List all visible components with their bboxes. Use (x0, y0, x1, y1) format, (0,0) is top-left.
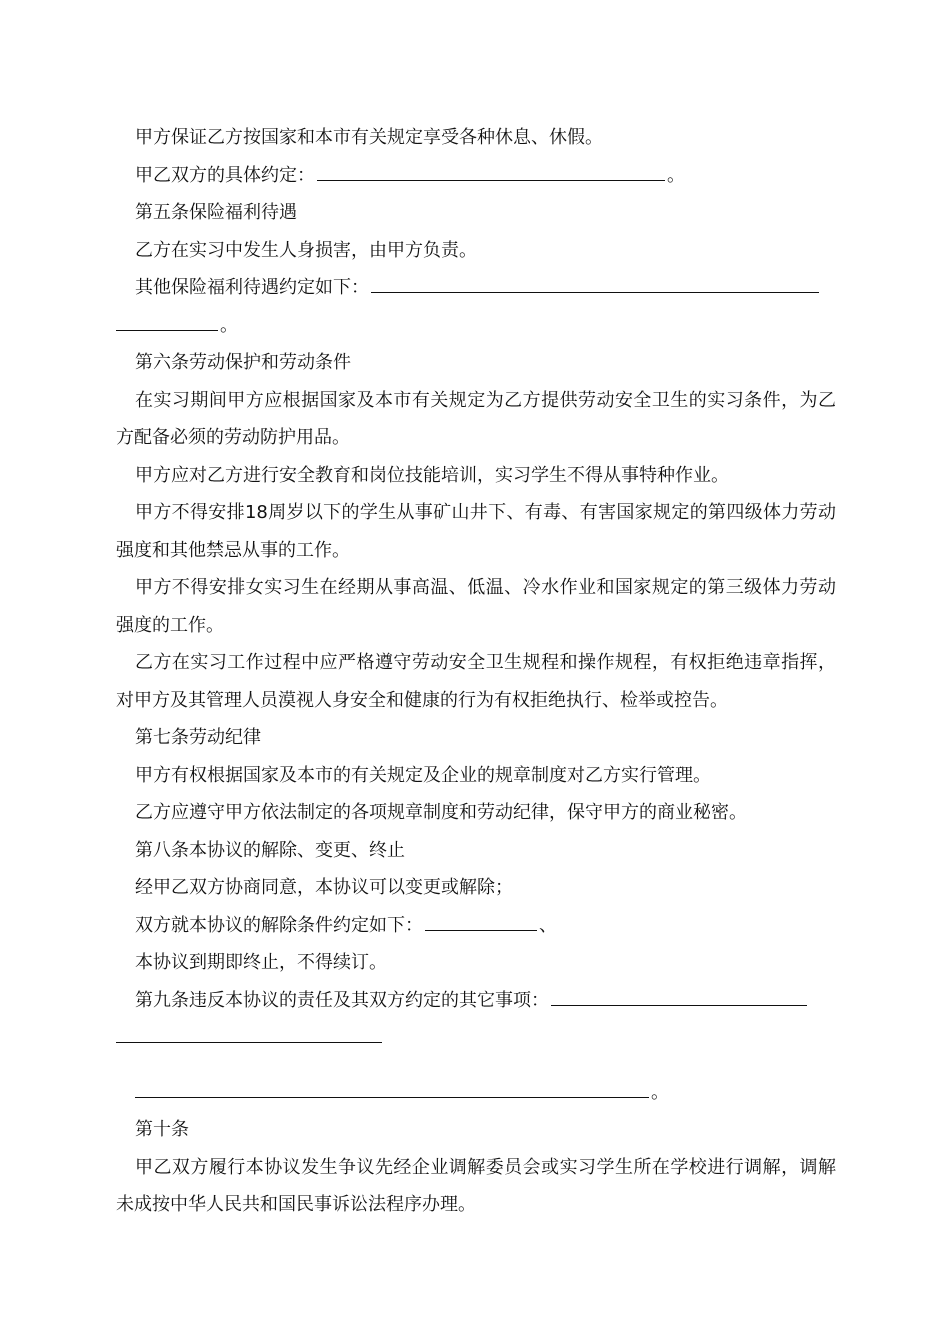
article-10-title: 第十条 (135, 1119, 189, 1140)
article-9-blank-line-3 (116, 1074, 836, 1112)
termination-conditions-blank[interactable] (425, 914, 537, 931)
article-6-clause-4: 甲方不得安排女实习生在经期从事高温、低温、冷水作业和国家规定的第三级体力劳动强度的工作。 (116, 577, 836, 636)
article-8-clause-1: 经甲乙双方协商同意，本协议可以变更或解除； (135, 877, 513, 898)
article-9-line (116, 982, 836, 1020)
article-9-blank[interactable] (551, 989, 807, 1006)
article-9-blank-continued[interactable] (116, 1026, 382, 1043)
contract-body (116, 119, 836, 1224)
article-8-clause-3: 本协议到期即终止，不得续订。 (135, 952, 387, 973)
article-8-title: 第八条本协议的解除、变更、终止 (135, 839, 405, 861)
specific-agreement-blank[interactable] (317, 164, 665, 181)
article-6-clause-2: 甲方应对乙方进行安全教育和岗位技能培训，实习学生不得从事特种作业。 (135, 464, 729, 486)
article-5-other-benefits-continuation (116, 307, 836, 345)
article-7-clause-2: 乙方应遵守甲方依法制定的各项规章制度和劳动纪律，保守甲方的商业秘密。 (135, 802, 747, 823)
other-benefits-end: 。 (220, 314, 238, 336)
specific-agreement-label: 甲乙双方的具体约定： (135, 164, 315, 186)
article-9-label: 第九条违反本协议的责任及其双方约定的其它事项： (135, 989, 549, 1011)
article-9-gap (116, 1057, 836, 1074)
article-6-clause-5: 乙方在实习工作过程中应严格遵守劳动安全卫生规程和操作规程，有权拒绝违章指挥，对甲方及其管理人员漠视人身安全和健康的行为有权拒绝执行、检举或控告。 (116, 652, 836, 711)
article-7-clause-1: 甲方有权根据国家及本市的有关规定及企业的规章制度对乙方实行管理。 (135, 764, 711, 786)
other-benefits-blank[interactable] (371, 276, 819, 293)
article-6-clause-1: 在实习期间甲方应根据国家及本市有关规定为乙方提供劳动安全卫生的实习条件，为乙方配备必须的劳动防护用品。 (116, 389, 836, 448)
article-5-title: 第五条保险福利待遇 (135, 202, 297, 223)
termination-conditions-label: 双方就本协议的解除条件约定如下： (135, 914, 423, 936)
article-8-clause-2-line (116, 907, 836, 945)
termination-conditions-end: 、 (539, 914, 557, 936)
article-6-title: 第六条劳动保护和劳动条件 (135, 352, 351, 373)
article-7-title: 第七条劳动纪律 (135, 727, 261, 748)
specific-agreement-line (116, 157, 836, 195)
article-5-other-benefits-line (116, 269, 836, 307)
specific-agreement-end: 。 (667, 164, 685, 186)
article-10-clause-1: 甲乙双方履行本协议发生争议先经企业调解委员会或实习学生所在学校进行调解，调解未成按中华人民共和国民事诉讼法程序办理。 (116, 1156, 836, 1215)
article-6-clause-3: 甲方不得安排18周岁以下的学生从事矿山井下、有毒、有害国家规定的第四级体力劳动强度和其他禁忌从事的工作。 (116, 502, 836, 561)
article-9-end: 。 (651, 1081, 669, 1103)
article-9-blank-line-2 (116, 1019, 836, 1057)
other-benefits-blank-continued[interactable] (116, 314, 218, 331)
article-5-injury-clause: 乙方在实习中发生人身损害，由甲方负责。 (135, 239, 477, 261)
other-benefits-label: 其他保险福利待遇约定如下： (135, 277, 369, 298)
article-9-blank-final[interactable] (135, 1081, 649, 1098)
rest-leave-clause: 甲方保证乙方按国家和本市有关规定享受各种休息、休假。 (135, 127, 603, 148)
